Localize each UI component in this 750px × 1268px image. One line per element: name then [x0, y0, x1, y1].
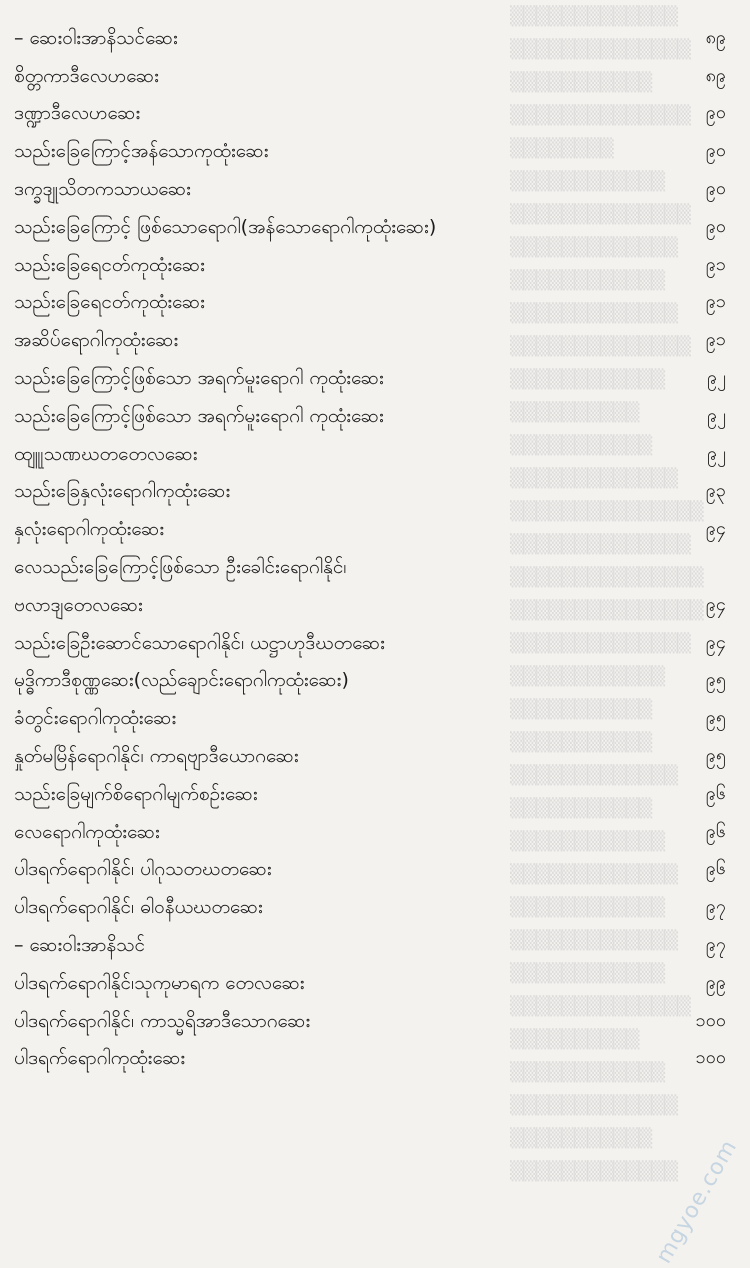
toc-entry-title: ဗလာဒျတေလဆေး — [14, 593, 143, 616]
toc-entry-title: နှလုံးရောဂါကုထုံးဆေး — [14, 518, 165, 541]
toc-entry-page: ၁၀၀ — [695, 1009, 726, 1031]
toc-entry-page: ၉၆ — [705, 782, 726, 804]
toc-entry-page: ၉၇ — [705, 896, 726, 918]
toc-entry-title: သည်းခြေကြောင့်ဖြစ်သော အရက်မူးရောဂါ ကုထုံးဆေး — [14, 366, 384, 389]
toc-entry — [0, 239, 750, 277]
toc-entry — [0, 579, 750, 617]
toc-entry-page: ၉၂ — [707, 404, 726, 426]
toc-entry — [0, 88, 750, 126]
toc-entry-title: ပါဒရက်ရောဂါနိုင်၊ ဓါဝနီယဃတဆေး — [14, 896, 263, 919]
toc-entry-page: ၉၅ — [705, 744, 726, 766]
toc-entry-page: ၉၁ — [705, 253, 726, 275]
toc-entry-title: လေရောဂါကုထုံးဆေး — [14, 820, 160, 843]
toc-entry-title: ပါဒရက်ရောဂါကုထုံးဆေး — [14, 1047, 186, 1070]
toc-entry-page: ၉၀ — [705, 177, 726, 199]
toc-entry-page: ၉၇ — [705, 933, 726, 955]
toc-entry-title: သည်းခြေရေငတ်ကုထုံးဆေး — [14, 291, 205, 314]
toc-entry-title: စိတ္တကာဒီလေဟဆေး — [14, 64, 159, 87]
toc-entry-page: ၉၅ — [705, 669, 726, 691]
toc-entry — [0, 352, 750, 390]
toc-entry-page: ၈၉ — [705, 64, 726, 86]
toc-entry-page: ၉၂ — [707, 442, 726, 464]
toc-entry-title: ပါဒရက်ရောဂါနိုင်၊သုကုမာရက တေလဆေး — [14, 971, 305, 994]
toc-entry — [0, 957, 750, 995]
toc-entry-page: ၉၃ — [705, 480, 726, 502]
toc-entry-page: ၉၉ — [705, 971, 726, 993]
toc-entry-page: ၉၂ — [707, 366, 726, 388]
toc-entry-title: သည်းခြေကြောင့် ဖြစ်သောရောဂါ(အန်သောရောဂါကုထုံးဆေး) — [14, 215, 437, 238]
toc-entry — [0, 692, 750, 730]
toc-entry — [0, 995, 750, 1033]
bleed-through-text: ▒▒▒▒▒▒▒▒▒▒▒▒▒ ▒▒▒▒▒▒▒▒▒▒▒▒▒▒ ▒▒▒▒▒▒▒▒▒▒▒ ▒▒▒▒▒▒▒▒▒▒▒▒▒▒ ▒▒▒▒▒▒▒▒ ▒▒▒▒▒▒▒▒▒▒▒▒ ▒▒▒▒▒▒▒▒▒▒▒▒▒▒ ▒▒▒▒▒▒▒▒▒▒▒▒▒ ▒▒▒▒▒▒▒▒▒▒▒▒ ▒▒▒▒▒▒▒▒▒▒▒▒▒ ▒▒▒▒▒▒▒▒▒▒▒▒▒▒ ▒▒▒▒▒▒▒▒▒▒▒▒ ▒▒▒▒▒▒▒▒▒▒ ▒▒▒▒▒▒▒▒▒▒▒ ▒▒▒▒▒▒▒▒▒▒▒▒▒ ▒▒▒▒▒▒▒▒▒▒▒▒▒▒▒ ▒▒▒▒▒▒▒▒▒▒▒▒▒▒ ▒▒▒▒▒▒▒▒▒▒▒▒▒▒▒ ▒▒▒▒▒▒▒▒▒▒▒▒▒▒▒ ▒▒▒▒▒▒▒▒▒▒▒▒▒▒ ▒▒▒▒▒▒▒▒▒▒▒▒ ▒▒▒▒▒▒▒▒▒▒▒ ▒▒▒▒▒▒▒▒▒▒▒ ▒▒▒▒▒▒▒▒▒▒▒▒▒ ▒▒▒▒▒▒▒▒▒▒▒ ▒▒▒▒▒▒▒▒▒▒▒▒ ▒▒▒▒▒▒▒▒▒▒▒▒▒ ▒▒▒▒▒▒▒▒▒▒▒▒ ▒▒▒▒▒▒▒▒▒▒▒▒▒ ▒▒▒▒▒▒▒▒▒▒▒▒ ▒▒▒▒▒▒▒▒▒▒▒▒▒▒ ▒▒▒▒▒▒▒▒▒▒ ▒▒▒▒▒▒▒▒▒▒▒▒ ▒▒▒▒▒▒▒▒▒▒▒▒▒ ▒▒▒▒▒▒▒▒▒▒▒ ▒▒▒▒▒▒▒▒▒▒▒▒▒ — [510, 6, 703, 1182]
toc-entry — [0, 201, 750, 239]
toc-entry — [0, 541, 750, 579]
toc-entry — [0, 919, 750, 957]
toc-entry — [0, 277, 750, 315]
toc-entry — [0, 806, 750, 844]
toc-entry — [0, 163, 750, 201]
toc-entry-title: သည်းခြေကြောင့်ဖြစ်သော အရက်မူးရောဂါ ကုထုံးဆေး — [14, 404, 384, 427]
toc-entry-page: ၉၄ — [705, 518, 726, 540]
table-of-contents — [0, 12, 750, 1070]
toc-entry — [0, 844, 750, 882]
toc-entry — [0, 503, 750, 541]
toc-entry-title: သည်းခြေဦးဆောင်သောရောဂါနိုင်၊ ယဋ္ဌာဟုဒီဃတဆေး — [14, 631, 385, 654]
toc-entry-title: ပါဒရက်ရောဂါနိုင်၊ ပါဂုသတဃတဆေး — [14, 858, 272, 881]
toc-entry-title: ပါဒရက်ရောဂါနိုင်၊ ကာသ္မရိအာဒီသောဂဆေး — [14, 1009, 311, 1032]
toc-entry — [0, 768, 750, 806]
toc-entry-page: ၉၁ — [705, 291, 726, 313]
toc-entry-page: ၈၉ — [705, 26, 726, 48]
toc-entry-title: သည်းခြေနှလုံးရောဂါကုထုံးဆေး — [14, 480, 231, 503]
toc-entry — [0, 428, 750, 466]
toc-entry-page: ၉၄ — [705, 593, 726, 615]
toc-entry-title: သည်းခြေကြောင့်အန်သောကုထုံးဆေး — [14, 140, 269, 163]
toc-entry-title: ဒဏ္ဍာဒီလေဟဆေး — [14, 102, 141, 125]
toc-entry-page: ၉၀ — [705, 140, 726, 162]
toc-entry — [0, 655, 750, 693]
toc-entry-title: မုဒ္ဓိကာဒီစုဏ္ဏဆေး(လည်ချောင်းရောဂါကုထုံးဆေး) — [14, 669, 349, 692]
toc-entry — [0, 881, 750, 919]
toc-entry-page: ၉၁ — [705, 329, 726, 351]
toc-entry-page: ၉၆ — [705, 820, 726, 842]
toc-entry — [0, 50, 750, 88]
toc-entry-title: သည်းခြေရေငတ်ကုထုံးဆေး — [14, 253, 205, 276]
toc-entry-page: ၉၅ — [705, 707, 726, 729]
toc-entry — [0, 125, 750, 163]
toc-entry — [0, 730, 750, 768]
toc-entry-page: ၉၆ — [705, 858, 726, 880]
toc-entry — [0, 617, 750, 655]
toc-entry-title: ဒက္ခဒျုသိတကသာယဆေး — [14, 177, 191, 200]
toc-entry-title: သည်းခြေမျက်စိရောဂါမျက်စဉ်းဆေး — [14, 782, 258, 805]
watermark-text: mgyoe.com — [651, 1135, 742, 1268]
toc-entry — [0, 12, 750, 50]
toc-entry-title: အဆိပ်ရောဂါကုထုံးဆေး — [14, 329, 179, 352]
toc-entry-page: ၉၀ — [705, 215, 726, 237]
toc-entry-page: ၉၄ — [705, 631, 726, 653]
toc-entry-title: ခံတွင်းရောဂါကုထုံးဆေး — [14, 707, 177, 730]
toc-entry-page: ၁၀၀ — [695, 1047, 726, 1069]
toc-entry — [0, 466, 750, 504]
toc-entry — [0, 390, 750, 428]
toc-entry-title: လေသည်းခြေကြောင့်ဖြစ်သော ဦးခေါင်းရောဂါနိုင်၊ — [14, 555, 347, 578]
toc-entry-title: ထျူုသဏဃတတေလဆေး — [14, 442, 198, 465]
toc-entry — [0, 1033, 750, 1071]
toc-entry-title: – ဆေးဝါးအာနိသင် — [14, 933, 146, 956]
toc-entry — [0, 314, 750, 352]
toc-entry-title: နှုတ်မမြိန်ရောဂါနိုင်၊ ကာရဗျာဒီယောဂဆေး — [14, 744, 299, 767]
toc-entry-page: ၉၀ — [705, 102, 726, 124]
toc-entry-title: – ဆေးဝါးအာနိသင်ဆေး — [14, 26, 178, 49]
